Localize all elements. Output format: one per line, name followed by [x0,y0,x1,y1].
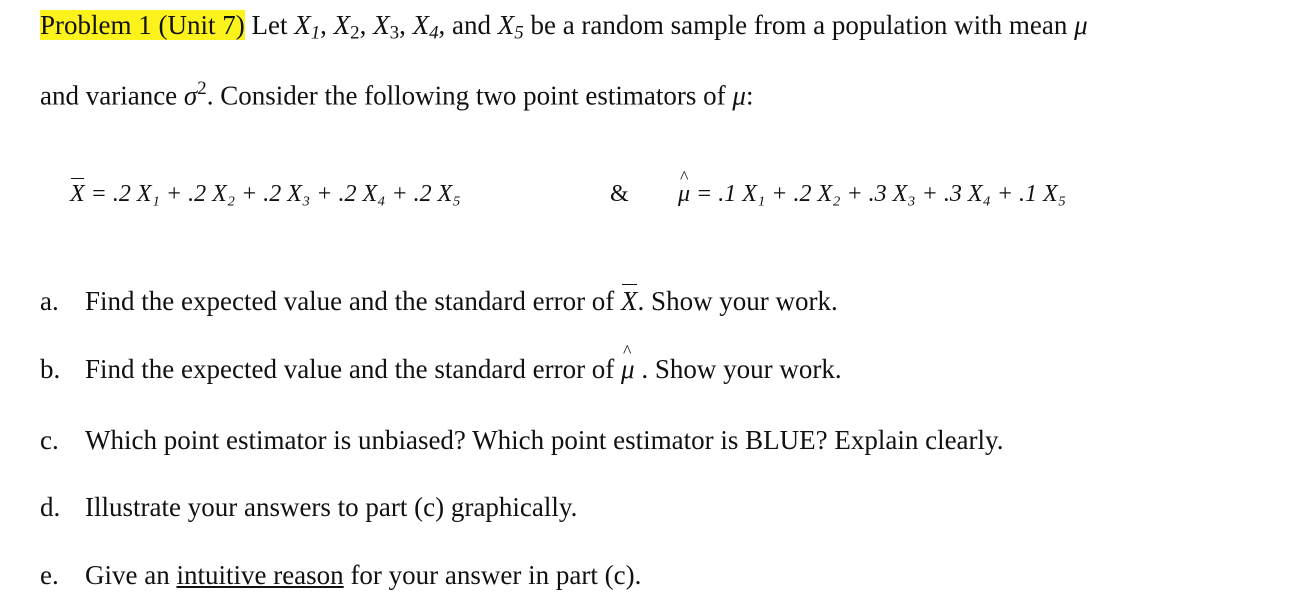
question-d-letter: d. [40,492,61,522]
var-x3: X [373,10,390,40]
question-d [40,494,577,521]
problem-label: Problem 1 (Unit 7) [40,10,245,40]
colon: : [745,80,754,111]
question-b [40,356,842,383]
muhat-rhs: = .1 X₁ + .2 X₂ + .3 X₃ + .3 X₄ + .1 X₅ [696,181,1067,207]
question-b-letter: b. [40,354,61,384]
question-a-xbar: X [621,286,638,316]
question-e [40,562,641,589]
question-c-text: Which point estimator is unbiased? Which point estimator is BLUE? Explain clearly. [85,425,1004,455]
var-x2: X [333,10,351,40]
ampersand [610,182,629,206]
question-e-letter: e. [40,560,59,590]
question-b-post: . Show your work. [634,354,842,384]
question-c [40,427,1004,454]
var-x4: X [412,10,430,40]
xbar-symbol: X [70,181,85,207]
sigma-symbol: σ [183,80,198,111]
question-e-post: for your answer in part (c). [343,560,642,590]
question-d-text: Illustrate your answers to part (c) graphically. [85,492,578,522]
question-c-letter: c. [40,425,59,455]
var-x2-sub: 2 [350,22,360,44]
variance-pre-text: and variance [40,80,184,111]
var-x5: X [497,10,515,40]
intro-post-text: be a random sample from a population with mean [523,10,1075,40]
xbar-estimator [70,182,461,206]
question-a [40,288,838,315]
question-b-muhat: ^ μ [621,356,635,383]
question-e-pre: Give an [85,560,177,590]
intro-pre-text: Let [244,10,295,40]
question-a-letter: a. [40,286,59,316]
var-x1: X [294,10,311,40]
var-x4-sub: 4 [429,22,439,44]
variance-post-text: . Consider the following two point estimators of [206,80,733,111]
variance-line [40,80,753,109]
var-x5-sub: 5 [514,22,524,44]
var-x1-sub: 1 [310,22,321,44]
problem-intro-line: Problem 1 (Unit 7) Let $X_1$, $X_2$, $X_3$, $X_4$, and $X_5$ be a random sample from a population with mean μ [40,10,1088,44]
sigma-sup: 2 [197,78,207,99]
xbar-rhs: = .2 X₁ + .2 X₂ + .2 X₃ + .2 X₄ + .2 X₅ [90,181,461,207]
question-a-pre: Find the expected value and the standard error of [85,286,622,316]
ampersand-text: & [610,181,629,207]
muhat-symbol: ^ μ [678,182,690,206]
question-e-underlined: intuitive reason [176,560,344,590]
muhat-estimator [678,182,1066,206]
mu-symbol: μ [1074,10,1088,40]
var-x3-sub: 3 [389,22,400,44]
question-b-pre: Find the expected value and the standard error of [85,354,622,384]
question-a-post: . Show your work. [637,286,838,316]
mu-symbol-2: μ [732,80,746,111]
